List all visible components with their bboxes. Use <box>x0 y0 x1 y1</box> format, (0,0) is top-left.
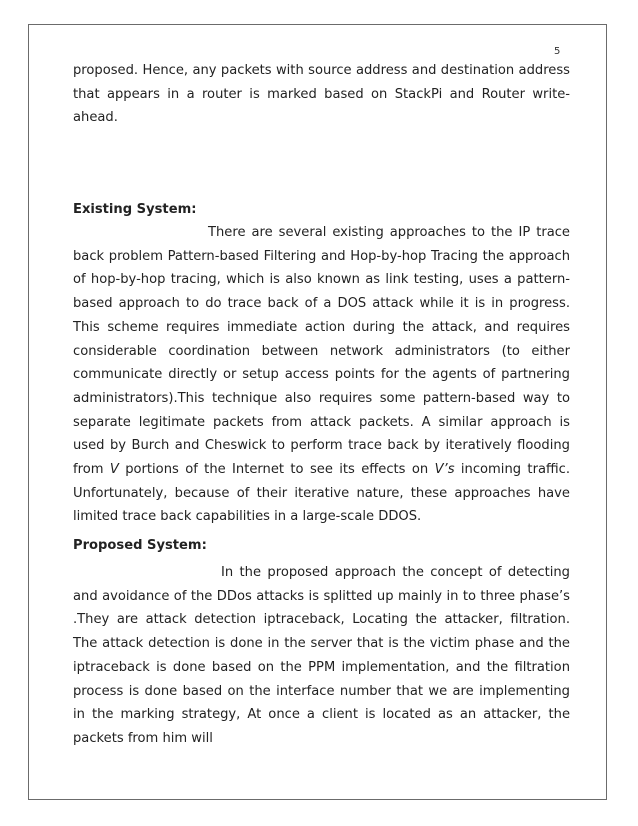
proposed-system-heading: Proposed System: <box>73 538 207 553</box>
existing-system-heading: Existing System: <box>73 202 197 217</box>
existing-text-part3: incoming traffic. Unfortunately, because of their iterative nature, these approaches have limited trace back capabilities in a large-scale DDOS. <box>73 462 570 525</box>
existing-system-paragraph <box>73 221 570 529</box>
existing-text-part2: portions of the Internet to see its effects on <box>118 462 435 478</box>
proposed-text: In the proposed approach the concept of detecting and avoidance of the DDos attacks is splitted up mainly in to three phase’s .They are attack detection iptraceback, Locating the attacker, filtration. The attack detection is done in the server that is the victim phase and the iptraceback is done based on the PPM implementation, and the filtration process is done based on the interface number that we are implementing in the marking strategy, At once a client is located as an attacker, the packets from him will <box>73 565 570 746</box>
intro-paragraph: proposed. Hence, any packets with source address and destination address that appears in a router is marked based on StackPi and Router write-ahead. <box>73 63 570 126</box>
page-number: 5 <box>554 46 561 57</box>
proposed-system-paragraph <box>73 561 570 751</box>
existing-text-part1: There are several existing approaches to the IP trace back problem Pattern-based Filtering and Hop-by-hop Tracing the approach of hop-by-hop tracing, which is also known as link testing, uses a pattern-based approach to do trace back of a DOS attack while it is in progress. This scheme requires immediate action during the attack, and requires considerable coordination between network administrators (to either communicate directly or setup access points for the agents of partnering administrators).This technique also requires some pattern-based way to separate legitimate packets from attack packets. A similar approach is used by Burch and Cheswick to perform trace back by iteratively flooding from <box>73 225 570 478</box>
existing-italic-v: V <box>109 462 119 478</box>
existing-italic-vs: V’s <box>434 462 455 478</box>
